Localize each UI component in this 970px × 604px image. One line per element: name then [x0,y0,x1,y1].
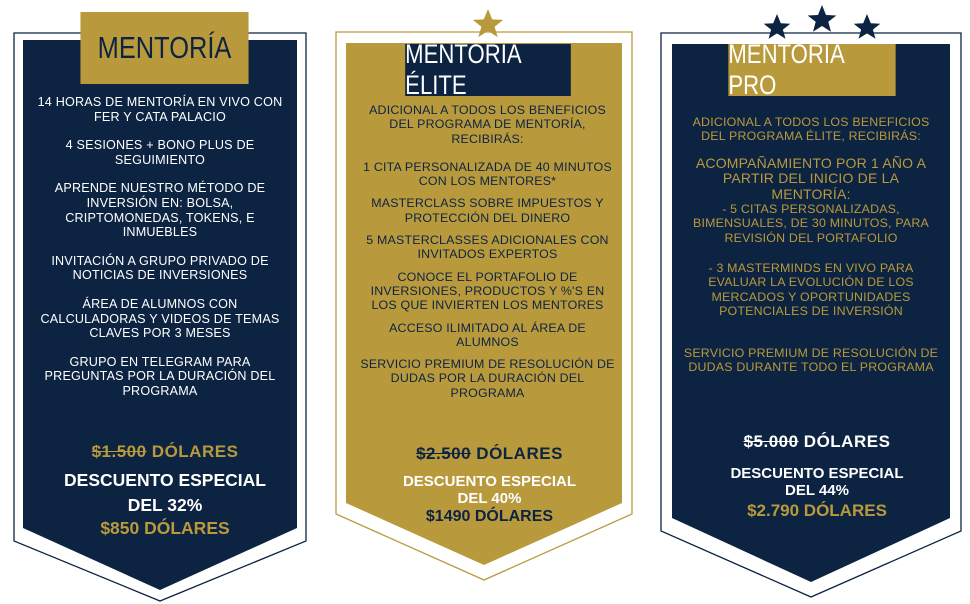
original-price-amount: $2.500 [416,444,472,463]
original-price-unit: DÓLARES [151,442,239,461]
plan-benefits-list [682,115,940,389]
original-price-unit: DÓLARES [476,444,563,463]
discount-label: DESCUENTO ESPECIAL [64,470,266,490]
discount-block [688,465,946,519]
benefit-item: 4 SESIONES + BONO PLUS DE SEGUIMIENTO [65,138,255,167]
plan-card-mentoria[interactable] [0,0,320,604]
benefit-intro: ADICIONAL A TODOS LOS BENEFICIOS DEL PROGRAMA ÉLITE, RECIBIRÁS: [692,115,930,144]
benefit-item: MASTERCLASS SOBRE IMPUESTOS Y PROTECCIÓN DEL DINERO [371,196,604,225]
original-price-amount: $1.500 [91,442,147,461]
benefit-item: 5 MASTERCLASSES ADICIONALES CON INVITADOS EXPERTOS [366,233,609,262]
benefit-item: SERVICIO PREMIUM DE RESOLUCIÓN DE DUDAS DURANTE TODO EL PROGRAMA [683,346,939,375]
original-price [688,432,946,452]
benefit-item: APRENDE NUESTRO MÉTODO DE INVERSIÓN EN: BOLSA, CRIPTOMONEDAS, TOKENS, E INMUEBLES [54,181,266,240]
benefit-item: ACCESO ILIMITADO AL ÁREA DE ALUMNOS [389,320,586,349]
benefit-item: CONOCE EL PORTAFOLIO DE INVERSIONES, PRODUCTOS Y %'S EN LOS QUE INVIERTEN LOS MENTORES [370,269,605,313]
benefit-item: GRUPO EN TELEGRAM PARA PREGUNTAS POR LA DURACIÓN DEL PROGRAMA [44,354,276,398]
benefit-item: - 5 CITAS PERSONALIZADAS, BIMENSUALES, DE 30 MINUTOS, PARA REVISIÓN DEL PORTAFOLIO [693,202,929,245]
discounted-price: $1490 DÓLARES [425,508,554,525]
benefit-item: INVITACIÓN A GRUPO PRIVADO DE NOTICIAS DE INVERSIONES [51,253,269,283]
discount-block [40,470,290,539]
benefit-item: ADICIONAL A TODOS LOS BENEFICIOS DEL PROGRAMA DE MENTORÍA, RECIBIRÁS: [369,103,606,146]
original-price-amount: $5.000 [743,432,799,451]
plan-card-pro[interactable] [650,0,970,604]
plan-card-elite[interactable] [320,0,650,604]
benefit-item: ÁREA DE ALUMNOS CON CALCULADORAS Y VIDEOS DE TEMAS CLAVES POR 3 MESES [40,296,280,341]
benefit-item: 14 HORAS DE MENTORÍA EN VIVO CON FER Y CATA PALACIO [37,95,283,124]
plan-title-box [405,39,571,100]
plan-benefits-list [35,95,285,413]
discount-label: DESCUENTO ESPECIAL [402,473,577,490]
plan-title-box [728,39,895,100]
star-icon [764,14,791,39]
discount-percent: DEL 40% [457,490,522,507]
plan-title: MENTORÍA [97,30,232,65]
benefit-item: 1 CITA PERSONALIZADA DE 40 MINUTOS CON LOS MENTORES* [363,159,612,189]
star-icon [854,14,881,39]
discounted-price: $850 DÓLARES [100,518,230,538]
original-price [40,442,290,462]
discount-block [362,473,617,525]
discount-percent: DEL 44% [785,482,849,499]
benefit-item: SERVICIO PREMIUM DE RESOLUCIÓN DE DUDAS POR LA DURACIÓN DEL PROGRAMA [360,357,615,400]
plan-title: MENTORÍA ÉLITE [405,39,521,100]
star-icon [808,5,837,32]
original-price [362,444,617,464]
benefit-item: - 3 MASTERMINDS EN VIVO PARA EVALUAR LA EVOLUCIÓN DE LOS MERCADOS Y OPORTUNIDADES POTENCIALES DE INVERSIÓN [708,260,914,318]
discounted-price: $2.790 DÓLARES [747,501,887,520]
star-icon [473,9,503,37]
original-price-unit: DÓLARES [803,432,891,451]
plan-title: MENTORÍA PRO [728,39,844,100]
discount-label: DESCUENTO ESPECIAL [730,465,904,482]
plan-benefits-list [360,103,615,414]
discount-percent: DEL 32% [127,495,203,515]
benefit-highlight: ACOMPAÑAMIENTO POR 1 AÑO A PARTIR DEL INICIO DE LA MENTORÍA: [695,154,927,202]
plan-title-box [80,12,248,84]
